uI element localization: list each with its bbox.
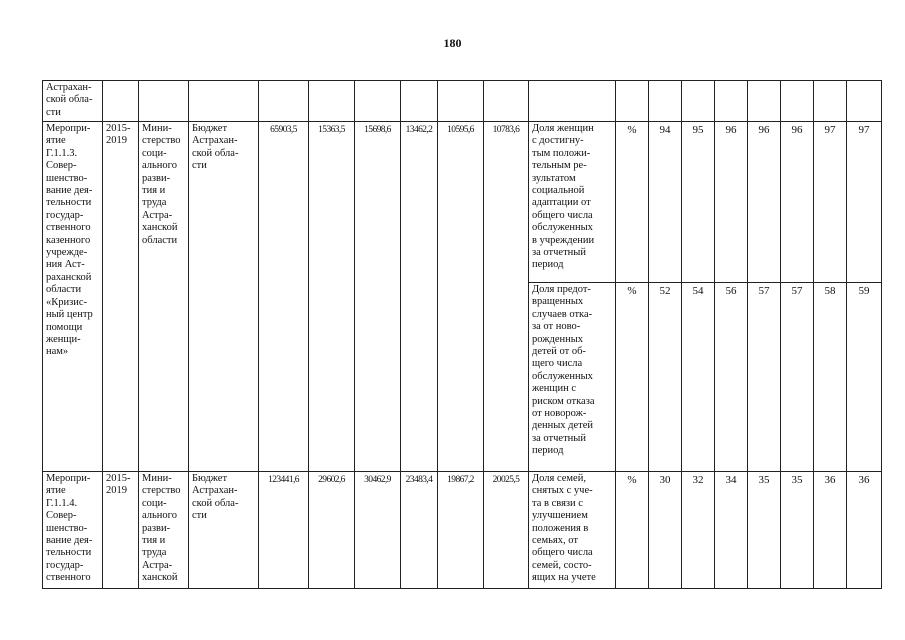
- indicator-value: 34: [715, 472, 748, 589]
- indicator-value: 96: [715, 122, 748, 283]
- indicator-value: 96: [748, 122, 781, 283]
- indicator-value: 97: [814, 122, 847, 283]
- indicator-value: 95: [682, 122, 715, 283]
- continuation-row: [43, 81, 882, 122]
- measure-cell: Меропри- ятие Г.1.1.3. Совер- шенство- вание дея- тельности государ- ственного казенного учрежде- ния Аст- раханской области «Кризис- ный центр помощи женщи- нам»: [43, 122, 103, 472]
- amount-2016: 30462,9: [355, 472, 401, 589]
- indicator-value: 97: [847, 122, 882, 283]
- executor-cell: Мини- стерство соци- ального разви- тия и труда Астра- ханской: [139, 472, 189, 589]
- period-cell: 2015- 2019: [103, 122, 139, 472]
- table-row: [43, 472, 882, 589]
- indicator-value: 36: [814, 472, 847, 589]
- indicator-value: 94: [649, 122, 682, 283]
- indicator-value: 59: [847, 283, 882, 472]
- amount-2017: 23483,4: [401, 472, 438, 589]
- amount-total: 65903,5: [259, 122, 309, 472]
- funding-source-cell: Бюджет Астрахан- ской обла- сти: [189, 122, 259, 472]
- measure-cell: Меропри- ятие Г.1.1.4. Совер- шенство- вание дея- тельности государ- ственного: [43, 472, 103, 589]
- indicator-value: 58: [814, 283, 847, 472]
- indicator-value: 32: [682, 472, 715, 589]
- indicator-value: 30: [649, 472, 682, 589]
- amount-2018: 10595,6: [438, 122, 484, 472]
- funding-source-cell: Бюджет Астрахан- ской обла- сти: [189, 472, 259, 589]
- indicator-text-cell: Доля семей, снятых с уче- та в связи с улучшением положения в семьях, от общего числа семей, состо- ящих на учете: [529, 472, 616, 589]
- indicator-value: 52: [649, 283, 682, 472]
- indicator-unit: %: [616, 122, 649, 283]
- amount-2019: 20025,5: [484, 472, 529, 589]
- indicator-value: 96: [781, 122, 814, 283]
- amount-2018: 19867,2: [438, 472, 484, 589]
- executor-cell: Мини- стерство соци- ального разви- тия и труда Астра- ханской области: [139, 122, 189, 472]
- indicator-unit: %: [616, 283, 649, 472]
- indicator-value: 35: [748, 472, 781, 589]
- indicator-value: 56: [715, 283, 748, 472]
- page-number: 180: [443, 36, 462, 50]
- amount-2016: 15698,6: [355, 122, 401, 472]
- indicator-value: 36: [847, 472, 882, 589]
- amount-total: 123441,6: [259, 472, 309, 589]
- indicator-unit: %: [616, 472, 649, 589]
- indicator-value: 57: [781, 283, 814, 472]
- amount-2019: 10783,6: [484, 122, 529, 472]
- amount-2015: 15363,5: [309, 122, 355, 472]
- amount-2017: 13462,2: [401, 122, 438, 472]
- indicator-text-cell: Доля предот- вращенных случаев отка- за от ново- рожденных детей от об- щего числа обслуженных женщин с риском отказа от новорож- денных детей за отчетный период: [529, 283, 616, 472]
- program-measures-table: [42, 80, 882, 589]
- amount-2015: 29602,6: [309, 472, 355, 589]
- continuation-measure-cell: Астрахан- ской обла- сти: [43, 81, 103, 122]
- table-row: [43, 122, 882, 283]
- indicator-value: 57: [748, 283, 781, 472]
- indicator-value: 35: [781, 472, 814, 589]
- indicator-value: 54: [682, 283, 715, 472]
- indicator-text-cell: Доля женщин с достигну- тым положи- тельным ре- зультатом социальной адаптации от общего числа обслуженных в учреждении за отчетный период: [529, 122, 616, 283]
- period-cell: 2015- 2019: [103, 472, 139, 589]
